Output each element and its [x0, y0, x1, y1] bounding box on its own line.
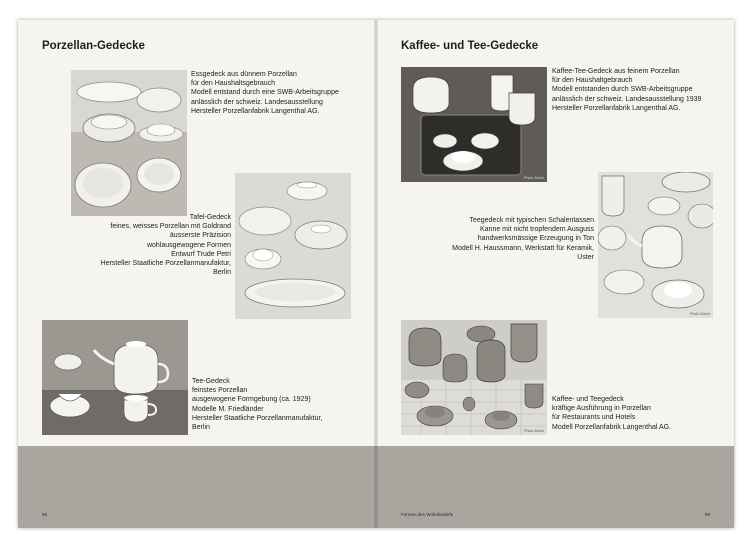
caption-line: Entwurf Trude Petri	[171, 250, 231, 258]
caption-line: anlässlich der schweiz. Landesausstellung	[191, 98, 323, 106]
caption-teegedeck	[416, 216, 594, 262]
caption-line: Tee-Gedeck	[192, 378, 230, 385]
caption-line: Modell entstand durch eine SWB-Arbeitsgruppe	[191, 89, 339, 97]
caption-line: Berlin	[213, 269, 231, 277]
page-number: 96	[42, 512, 48, 517]
caption-line: Modell entstanden durch SWB-Arbeitsgruppe	[552, 86, 693, 94]
caption-line: Kaffee-Tee-Gedeck aus feinem Porzellan	[552, 68, 680, 75]
caption-line: Hersteller Staatliche Porzellanmanufaktur,	[192, 414, 323, 422]
photo-credit: Photo Zürich	[524, 176, 544, 180]
caption-line: Tafel-Gedeck	[189, 214, 231, 221]
photo-tee-gedeck	[42, 320, 188, 435]
caption-line: Hersteller Porzellanfabrik Langenthal AG.	[552, 104, 681, 112]
photo-credit: Photo Zürich	[524, 429, 544, 433]
right-page	[376, 20, 734, 528]
caption-kaffee-tee-gedeck	[552, 67, 701, 113]
caption-essgedeck	[191, 70, 339, 116]
running-footer: Formen des Wohnbedarfs	[401, 512, 453, 517]
page-number: 99	[704, 512, 710, 517]
caption-line: wohlausgewogene Formen	[146, 241, 231, 249]
caption-line: Berlin	[192, 424, 210, 432]
caption-line: Kaffee- und Teegedeck	[552, 396, 624, 403]
caption-line: feines, weisses Porzellan mit Goldrand	[110, 223, 231, 231]
caption-line: ausgewogene Formgebung (ca. 1929)	[192, 396, 311, 404]
caption-line: äusserste Präzision	[169, 232, 231, 240]
caption-line: kräftige Ausführung in Porzellan	[552, 405, 651, 413]
caption-line: Teegedeck mit typischen Schalentassen	[469, 217, 594, 224]
book-gutter	[374, 20, 378, 528]
caption-line: Hersteller Porzellanfabrik Langenthal AG.	[191, 107, 320, 115]
right-page-heading: Kaffee- und Tee-Gedecke	[401, 40, 539, 52]
caption-line: für Restaurants und Hotels	[552, 414, 636, 422]
caption-line: Modelle M. Friedländer	[192, 405, 264, 413]
left-page	[18, 20, 376, 528]
caption-tafel-gedeck	[78, 213, 231, 277]
caption-line: für den Haushaltgebrauch	[552, 77, 633, 85]
caption-line: Kanne mit nicht tropfendem Ausguss	[479, 226, 594, 234]
caption-line: feinstes Porzellan	[192, 387, 248, 395]
caption-line: für den Haushaltsgebrauch	[191, 80, 276, 88]
caption-line: Essgedeck aus dünnem Porzellan	[191, 71, 297, 78]
footer-band	[18, 446, 376, 528]
photo-essgedeck	[71, 70, 187, 216]
caption-line: Modell H. Haussmann, Werkstatt für Keramik,	[452, 244, 594, 252]
photo-kaffee-und-teegedeck	[401, 320, 547, 435]
caption-tee-gedeck	[192, 377, 322, 432]
caption-line: handwerksmässige Erzeugung in Ton	[477, 235, 594, 243]
caption-kaffee-und-teegedeck	[552, 395, 671, 432]
caption-line: Hersteller Staatliche Porzellanmanufaktur,	[100, 260, 231, 268]
caption-line: anlässlich der schweiz. Landesausstellung 1939	[552, 95, 702, 103]
caption-line: Uster	[577, 253, 594, 261]
photo-kaffee-tee-gedeck	[401, 67, 547, 182]
left-page-heading: Porzellan-Gedecke	[42, 40, 145, 52]
caption-line: Modell Porzellanfabrik Langenthal AG.	[552, 423, 672, 431]
photo-teegedeck	[598, 172, 713, 318]
photo-tafel-gedeck	[235, 173, 351, 319]
photo-credit: Photo Zürich	[690, 312, 710, 316]
book-spread	[18, 20, 734, 528]
